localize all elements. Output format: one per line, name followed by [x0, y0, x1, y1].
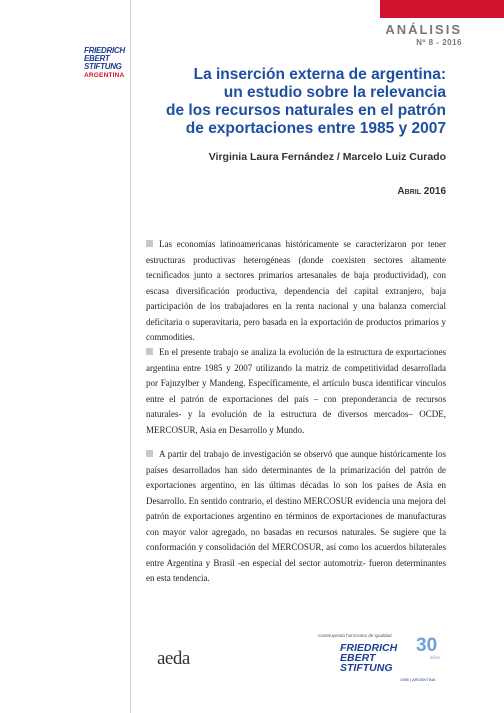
paragraph-text: En el presente trabajo se analiza la evolución de la estructura de exportaciones argentina entre 1985 y 2007 utilizando la matriz de competitividad desarrollada por Fajnzylber y Mandeng. Específicamente, el artículo busca identificar vínculos entre el patrón de exportaciones del país – con preponderancia de recursos naturales- y la evolución de la estructura de diversos mercados– OCDE, MERCOSUR, Asia en Desarrollo y Mundo. [146, 347, 446, 435]
vertical-divider [130, 0, 131, 713]
square-bullet-icon [146, 348, 153, 355]
paragraph-text: Las economías latinoamericanas históricamente se caracterizaron por tener estructuras productivas heterogéneas (donde coexisten sectores altamente tecnificados junto a sectores primarios artesanales de baja productividad), con escasa diversificación productiva, dependencia del capital extranjero, baja participación de los trabajadores en la renta nacional y una balanza comercial deficitaria o superavitaria, pero basada en la exportación de productos primarios y commodities. [146, 239, 446, 342]
fes-name-line-2: EBERT [340, 652, 376, 664]
fes-anniversary-logo [318, 633, 448, 683]
fes-name [340, 643, 397, 673]
logo-line-1: FRIEDRICH [84, 46, 125, 55]
logo-country: ARGENTINA [84, 72, 125, 79]
title-line: de los recursos naturales en el patrón [166, 102, 446, 119]
paragraph-text: A partir del trabajo de investigación se observó que aunque históricamente los países desarrollados han sido determinantes de la primarización del patrón de exportaciones argentino, en las últimas décadas lo son los países de Asia en Desarrollo. En sentido contrario, el destino MERCOSUR evidencia una mejora del patrón de exportaciones argentino en términos de exportaciones de manufacturas con mayor valor agregado, no basadas en recursos naturales. Se sugiere que la conformación y consolidación del MERCOSUR, así como los acuerdos bilaterales entre Argentina y Brasil -en especial del sector automotriz- fueron determinantes en esta tendencia. [146, 449, 446, 583]
fes-name-line-3: STIFTUNG [340, 662, 393, 674]
square-bullet-icon [146, 450, 153, 457]
anniversary-years: 1985 | ARGENTINA [400, 677, 436, 682]
publication-date: Abril 2016 [397, 186, 446, 197]
abstract-paragraph-3 [146, 447, 446, 587]
authors: Virginia Laura Fernández / Marcelo Luiz Curado [208, 151, 446, 163]
issue-number: Nº 8 - 2016 [416, 38, 462, 47]
title-line: La inserción externa de argentina: [193, 66, 446, 83]
fes-tagline: construyendo horizontes de igualdad [318, 633, 392, 638]
title-line: de exportaciones entre 1985 y 2007 [185, 120, 446, 137]
document-title [150, 66, 446, 138]
fes-name-line-1: FRIEDRICH [340, 642, 398, 654]
square-bullet-icon [146, 240, 153, 247]
title-line: un estudio sobre la relevancia [223, 84, 446, 101]
anniversary-number: 30 [416, 635, 438, 656]
logo-line-2: EBERT [84, 54, 110, 63]
abstract-paragraph-2 [146, 345, 446, 438]
series-label: ANÁLISIS [385, 22, 462, 37]
anniversary-unit: años [430, 655, 440, 660]
fes-logo [84, 47, 130, 80]
aeda-logo: aeda [157, 648, 190, 669]
header-red-bar [380, 0, 504, 18]
abstract-paragraph-1 [146, 237, 446, 346]
logo-line-3: STIFTUNG [84, 62, 122, 71]
